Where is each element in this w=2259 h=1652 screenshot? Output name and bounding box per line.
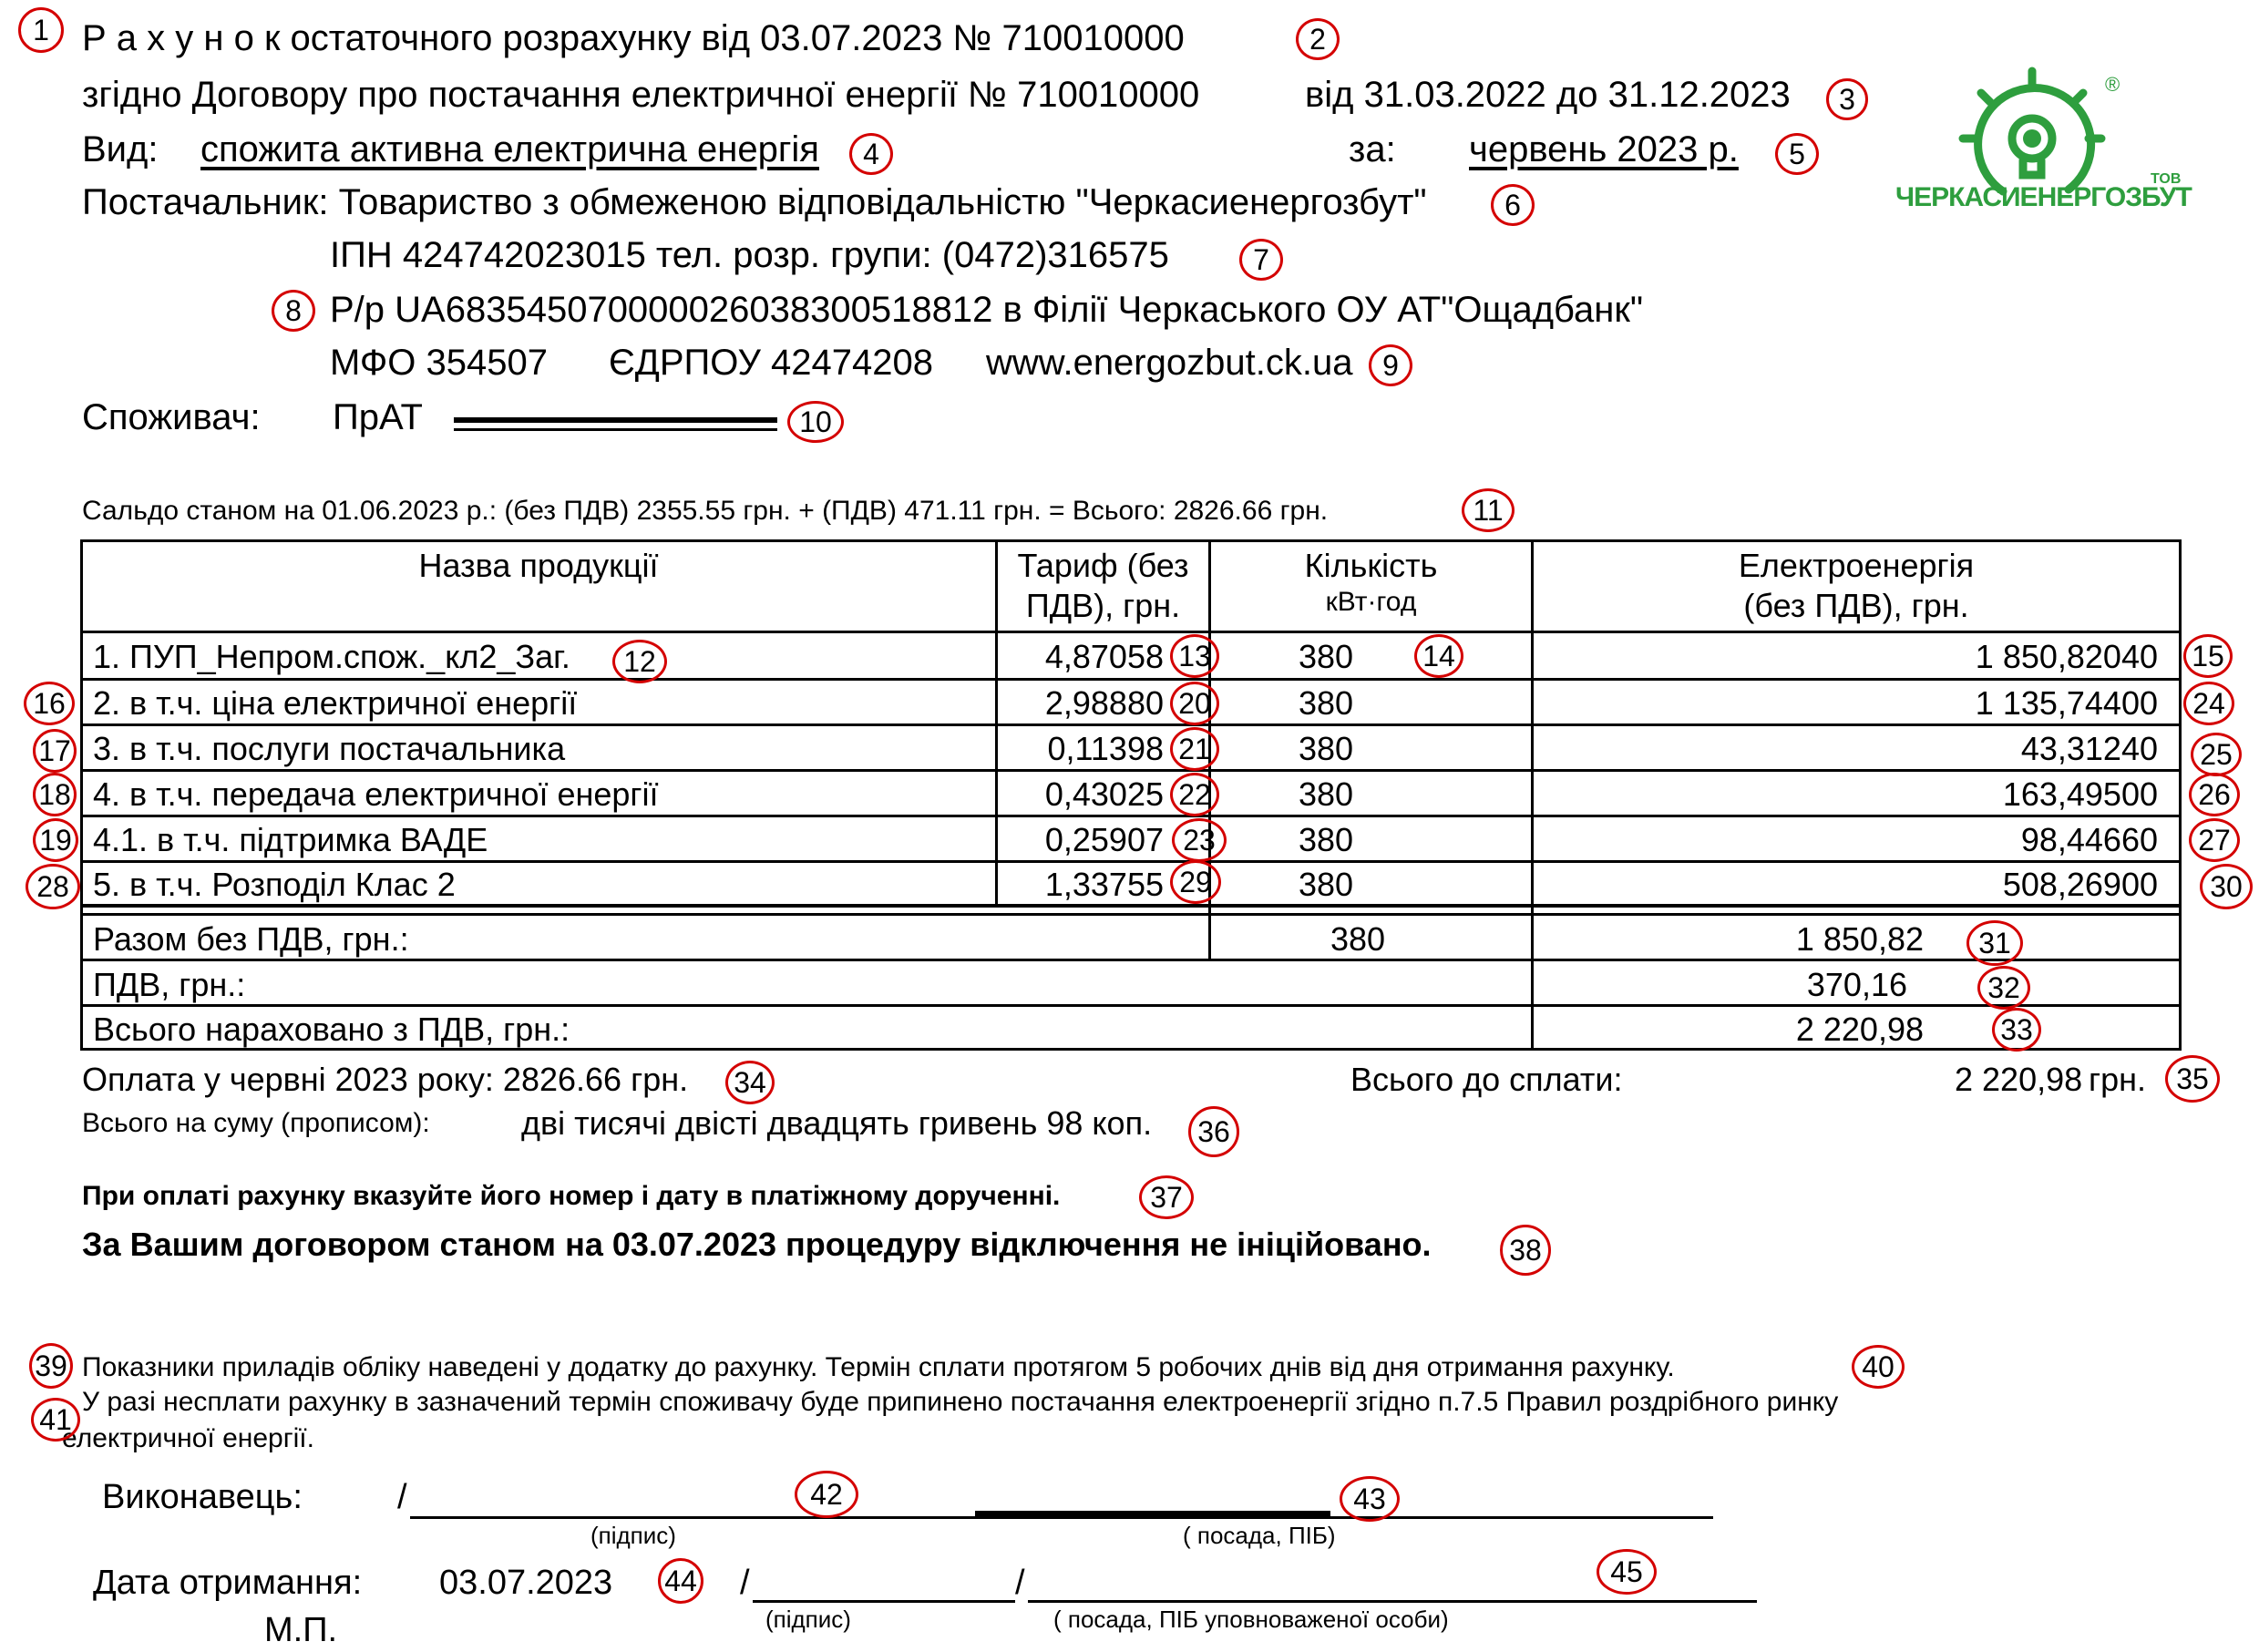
slash: / xyxy=(397,1478,407,1516)
annotation-marker: 29 xyxy=(1170,860,1221,904)
annotation-marker: 32 xyxy=(1977,966,2030,1010)
annotation-marker: 18 xyxy=(33,773,77,816)
net-qty: 380 xyxy=(1330,920,1386,958)
header-name: Назва продукції xyxy=(418,547,659,584)
net-value: 1 850,82 xyxy=(1795,920,1924,958)
sign-hint-2: (підпис) xyxy=(765,1606,851,1633)
sign-hint: (підпис) xyxy=(590,1522,676,1549)
net-label: Разом без ПДВ, грн.: xyxy=(93,920,409,958)
due-unit: грн. xyxy=(2089,1061,2147,1098)
kind-label: Вид: xyxy=(82,129,159,169)
row-name: 4.1. в т.ч. підтримка ВАДЕ xyxy=(93,821,488,858)
header-energy-1: Електроенергія xyxy=(1738,547,1975,584)
slash-3: / xyxy=(1015,1564,1025,1602)
vat-label: ПДВ, грн.: xyxy=(93,966,246,1003)
notice-payment: При оплаті рахунку вказуйте його номер і дату в платіжному дорученні. xyxy=(82,1181,1061,1211)
annotation-marker: 20 xyxy=(1170,682,1219,725)
notice-nonpayment-2: електричної енергії. xyxy=(62,1423,314,1453)
row-qty: 380 xyxy=(1298,730,1354,767)
row-qty: 380 xyxy=(1298,866,1354,903)
annotation-marker: 22 xyxy=(1170,773,1219,816)
row-qty: 380 xyxy=(1298,638,1354,675)
annotation-marker: 36 xyxy=(1188,1106,1239,1157)
row-name: 5. в т.ч. Розподіл Клас 2 xyxy=(93,866,456,903)
annotation-marker: 11 xyxy=(1462,488,1515,532)
row-amount: 1 850,82040 xyxy=(1975,638,2158,675)
supplier-line: Постачальник: Товариство з обмеженою відповідальністю "Черкасиенергозбут" xyxy=(82,182,1427,222)
notice-meters: Показники приладів обліку наведені у додатку до рахунку. Термін сплати протягом 5 робочих днів від дня отримання рахунку. xyxy=(82,1352,1675,1382)
annotation-marker: 38 xyxy=(1500,1225,1551,1276)
vat-value: 370,16 xyxy=(1806,966,1907,1003)
annotation-marker: 19 xyxy=(33,818,78,862)
company-logo xyxy=(1895,55,2192,228)
annotation-marker: 12 xyxy=(612,640,667,683)
annotation-marker: 26 xyxy=(2189,773,2240,816)
svg-text:®: ® xyxy=(2105,73,2120,96)
row-amount: 1 135,74400 xyxy=(1975,684,2158,722)
received-date: 03.07.2023 xyxy=(439,1564,613,1602)
annotation-marker: 35 xyxy=(2165,1055,2220,1103)
redaction-underline xyxy=(454,428,777,431)
annotation-marker: 28 xyxy=(26,864,80,909)
consumer-value: ПрАТ xyxy=(333,397,423,437)
annotation-marker: 15 xyxy=(2183,634,2233,678)
annotation-marker: 7 xyxy=(1239,239,1283,281)
notice-disconnect: За Вашим договором станом на 03.07.2023 процедуру відключення не ініційовано. xyxy=(82,1226,1432,1263)
executor-sign-line[interactable] xyxy=(410,1516,1713,1519)
logo-text: ЧЕРКАСИЕНЕРГОЗБУТ xyxy=(1895,182,2192,212)
row-name: 3. в т.ч. послуги постачальника xyxy=(93,730,566,767)
row-tariff: 0,43025 xyxy=(1044,775,1164,813)
annotation-marker: 45 xyxy=(1597,1549,1657,1595)
total-label: Всього нараховано з ПДВ, грн.: xyxy=(93,1011,570,1048)
annotation-marker: 30 xyxy=(2200,864,2253,909)
row-tariff: 2,98880 xyxy=(1044,684,1164,722)
row-tariff: 1,33755 xyxy=(1044,866,1164,903)
row-name: 1. ПУП_Непром.спож._кл2_Заг. xyxy=(93,638,570,675)
redaction-bar xyxy=(454,417,777,423)
stamp-label: М.П. xyxy=(264,1611,338,1649)
header-qty-2: кВт·год xyxy=(1325,587,1417,617)
position-hint: ( посада, ПІБ) xyxy=(1183,1522,1336,1549)
annotation-marker: 14 xyxy=(1414,634,1463,678)
mfo-text: МФО 354507 xyxy=(330,343,548,383)
for-value: червень 2023 р. xyxy=(1469,129,1739,169)
header-energy-2: (без ПДВ), грн. xyxy=(1743,587,1969,624)
due-value: 2 220,98 xyxy=(1955,1061,2083,1098)
annotation-marker: 16 xyxy=(24,682,75,725)
row-tariff: 4,87058 xyxy=(1044,638,1164,675)
website-link[interactable]: www.energozbut.ck.ua xyxy=(986,343,1353,383)
kind-value: спожита активна електрична енергія xyxy=(200,129,819,169)
annotation-marker: 40 xyxy=(1852,1345,1905,1389)
annotation-marker: 2 xyxy=(1296,18,1340,60)
words-value: дві тисячі двісті двадцять гривень 98 коп. xyxy=(521,1104,1153,1142)
account-line: Р/р UA683545070000026038300518812 в Філії Черкаського ОУ АТ"Ощадбанк" xyxy=(330,290,1644,330)
annotation-marker: 17 xyxy=(33,729,77,773)
annotation-marker: 6 xyxy=(1491,184,1535,226)
annotation-marker: 8 xyxy=(272,290,315,332)
annotation-marker: 3 xyxy=(1826,78,1868,120)
paid-line: Оплата у червні 2023 року: 2826.66 грн. xyxy=(82,1061,689,1098)
annotation-marker: 34 xyxy=(725,1061,775,1104)
redaction-bar-2 xyxy=(975,1511,1330,1516)
row-amount: 163,49500 xyxy=(2002,775,2158,813)
row-qty: 380 xyxy=(1298,684,1354,722)
annotation-marker: 33 xyxy=(1992,1008,2041,1052)
due-label: Всього до сплати: xyxy=(1350,1061,1623,1098)
slash-2: / xyxy=(740,1564,750,1602)
notice-nonpayment: У разі несплати рахунку в зазначений термін споживачу буде припинено постачання електроенергії згідно п.7.5 Правил роздрібного ринку xyxy=(82,1387,1839,1417)
annotation-marker: 27 xyxy=(2189,818,2240,862)
annotation-marker: 43 xyxy=(1340,1476,1400,1522)
annotation-marker: 13 xyxy=(1170,634,1219,678)
invoice-title: Р а х у н о к остаточного розрахунку від 03.07.2023 № 710010000 xyxy=(82,18,1185,58)
received-label: Дата отримання: xyxy=(93,1564,363,1602)
row-tariff: 0,25907 xyxy=(1044,821,1164,858)
header-tariff-1: Тариф (без xyxy=(1017,547,1189,584)
annotation-marker: 1 xyxy=(18,7,64,53)
total-value: 2 220,98 xyxy=(1795,1011,1924,1048)
row-name: 2. в т.ч. ціна електричної енергії xyxy=(93,684,578,722)
row-name: 4. в т.ч. передача електричної енергії xyxy=(93,775,659,813)
row-qty: 380 xyxy=(1298,821,1354,858)
annotation-marker: 42 xyxy=(795,1471,858,1518)
annotation-marker: 39 xyxy=(29,1343,73,1389)
row-amount: 508,26900 xyxy=(2002,866,2158,903)
annotation-marker: 25 xyxy=(2191,733,2242,776)
annotation-marker: 4 xyxy=(849,133,893,175)
logo-tov: ТОВ xyxy=(2151,171,2182,187)
annotation-marker: 31 xyxy=(1966,920,2023,966)
saldo-line: Сальдо станом на 01.06.2023 р.: (без ПДВ) 2355.55 грн. + (ПДВ) 471.11 грн. = Всього: 2826.66 грн. xyxy=(82,496,1329,526)
annotation-marker: 24 xyxy=(2183,682,2234,725)
header-qty-1: Кількість xyxy=(1304,547,1438,584)
annotation-marker: 10 xyxy=(787,401,844,443)
executor-label: Виконавець: xyxy=(102,1478,303,1516)
contract-period: від 31.03.2022 до 31.12.2023 xyxy=(1305,75,1791,115)
words-label: Всього на суму (прописом): xyxy=(82,1108,430,1138)
consumer-label: Споживач: xyxy=(82,397,261,437)
position-hint-2: ( посада, ПІБ уповноваженої особи) xyxy=(1053,1606,1449,1633)
annotation-marker: 9 xyxy=(1369,344,1412,386)
annotation-marker: 44 xyxy=(658,1558,703,1604)
row-qty: 380 xyxy=(1298,775,1354,813)
annotation-marker: 5 xyxy=(1775,133,1819,175)
ipn-line: ІПН 424742023015 тел. розр. групи: (0472)316575 xyxy=(330,235,1169,275)
annotation-marker: 37 xyxy=(1139,1175,1194,1219)
for-label: за: xyxy=(1349,129,1396,169)
annotation-marker: 41 xyxy=(31,1398,80,1442)
annotation-marker: 21 xyxy=(1170,727,1219,771)
row-tariff: 0,11398 xyxy=(1047,730,1164,767)
row-amount: 98,44660 xyxy=(2020,821,2158,858)
header-tariff-2: ПДВ), грн. xyxy=(1025,587,1181,624)
annotation-marker: 23 xyxy=(1172,818,1227,862)
receiver-sign-line[interactable] xyxy=(753,1600,1015,1603)
receiver-position-line[interactable] xyxy=(1028,1600,1757,1603)
row-amount: 43,31240 xyxy=(2020,730,2158,767)
contract-line: згідно Договору про постачання електричної енергії № 710010000 xyxy=(82,75,1200,115)
edrpou-text: ЄДРПОУ 42474208 xyxy=(609,343,933,383)
